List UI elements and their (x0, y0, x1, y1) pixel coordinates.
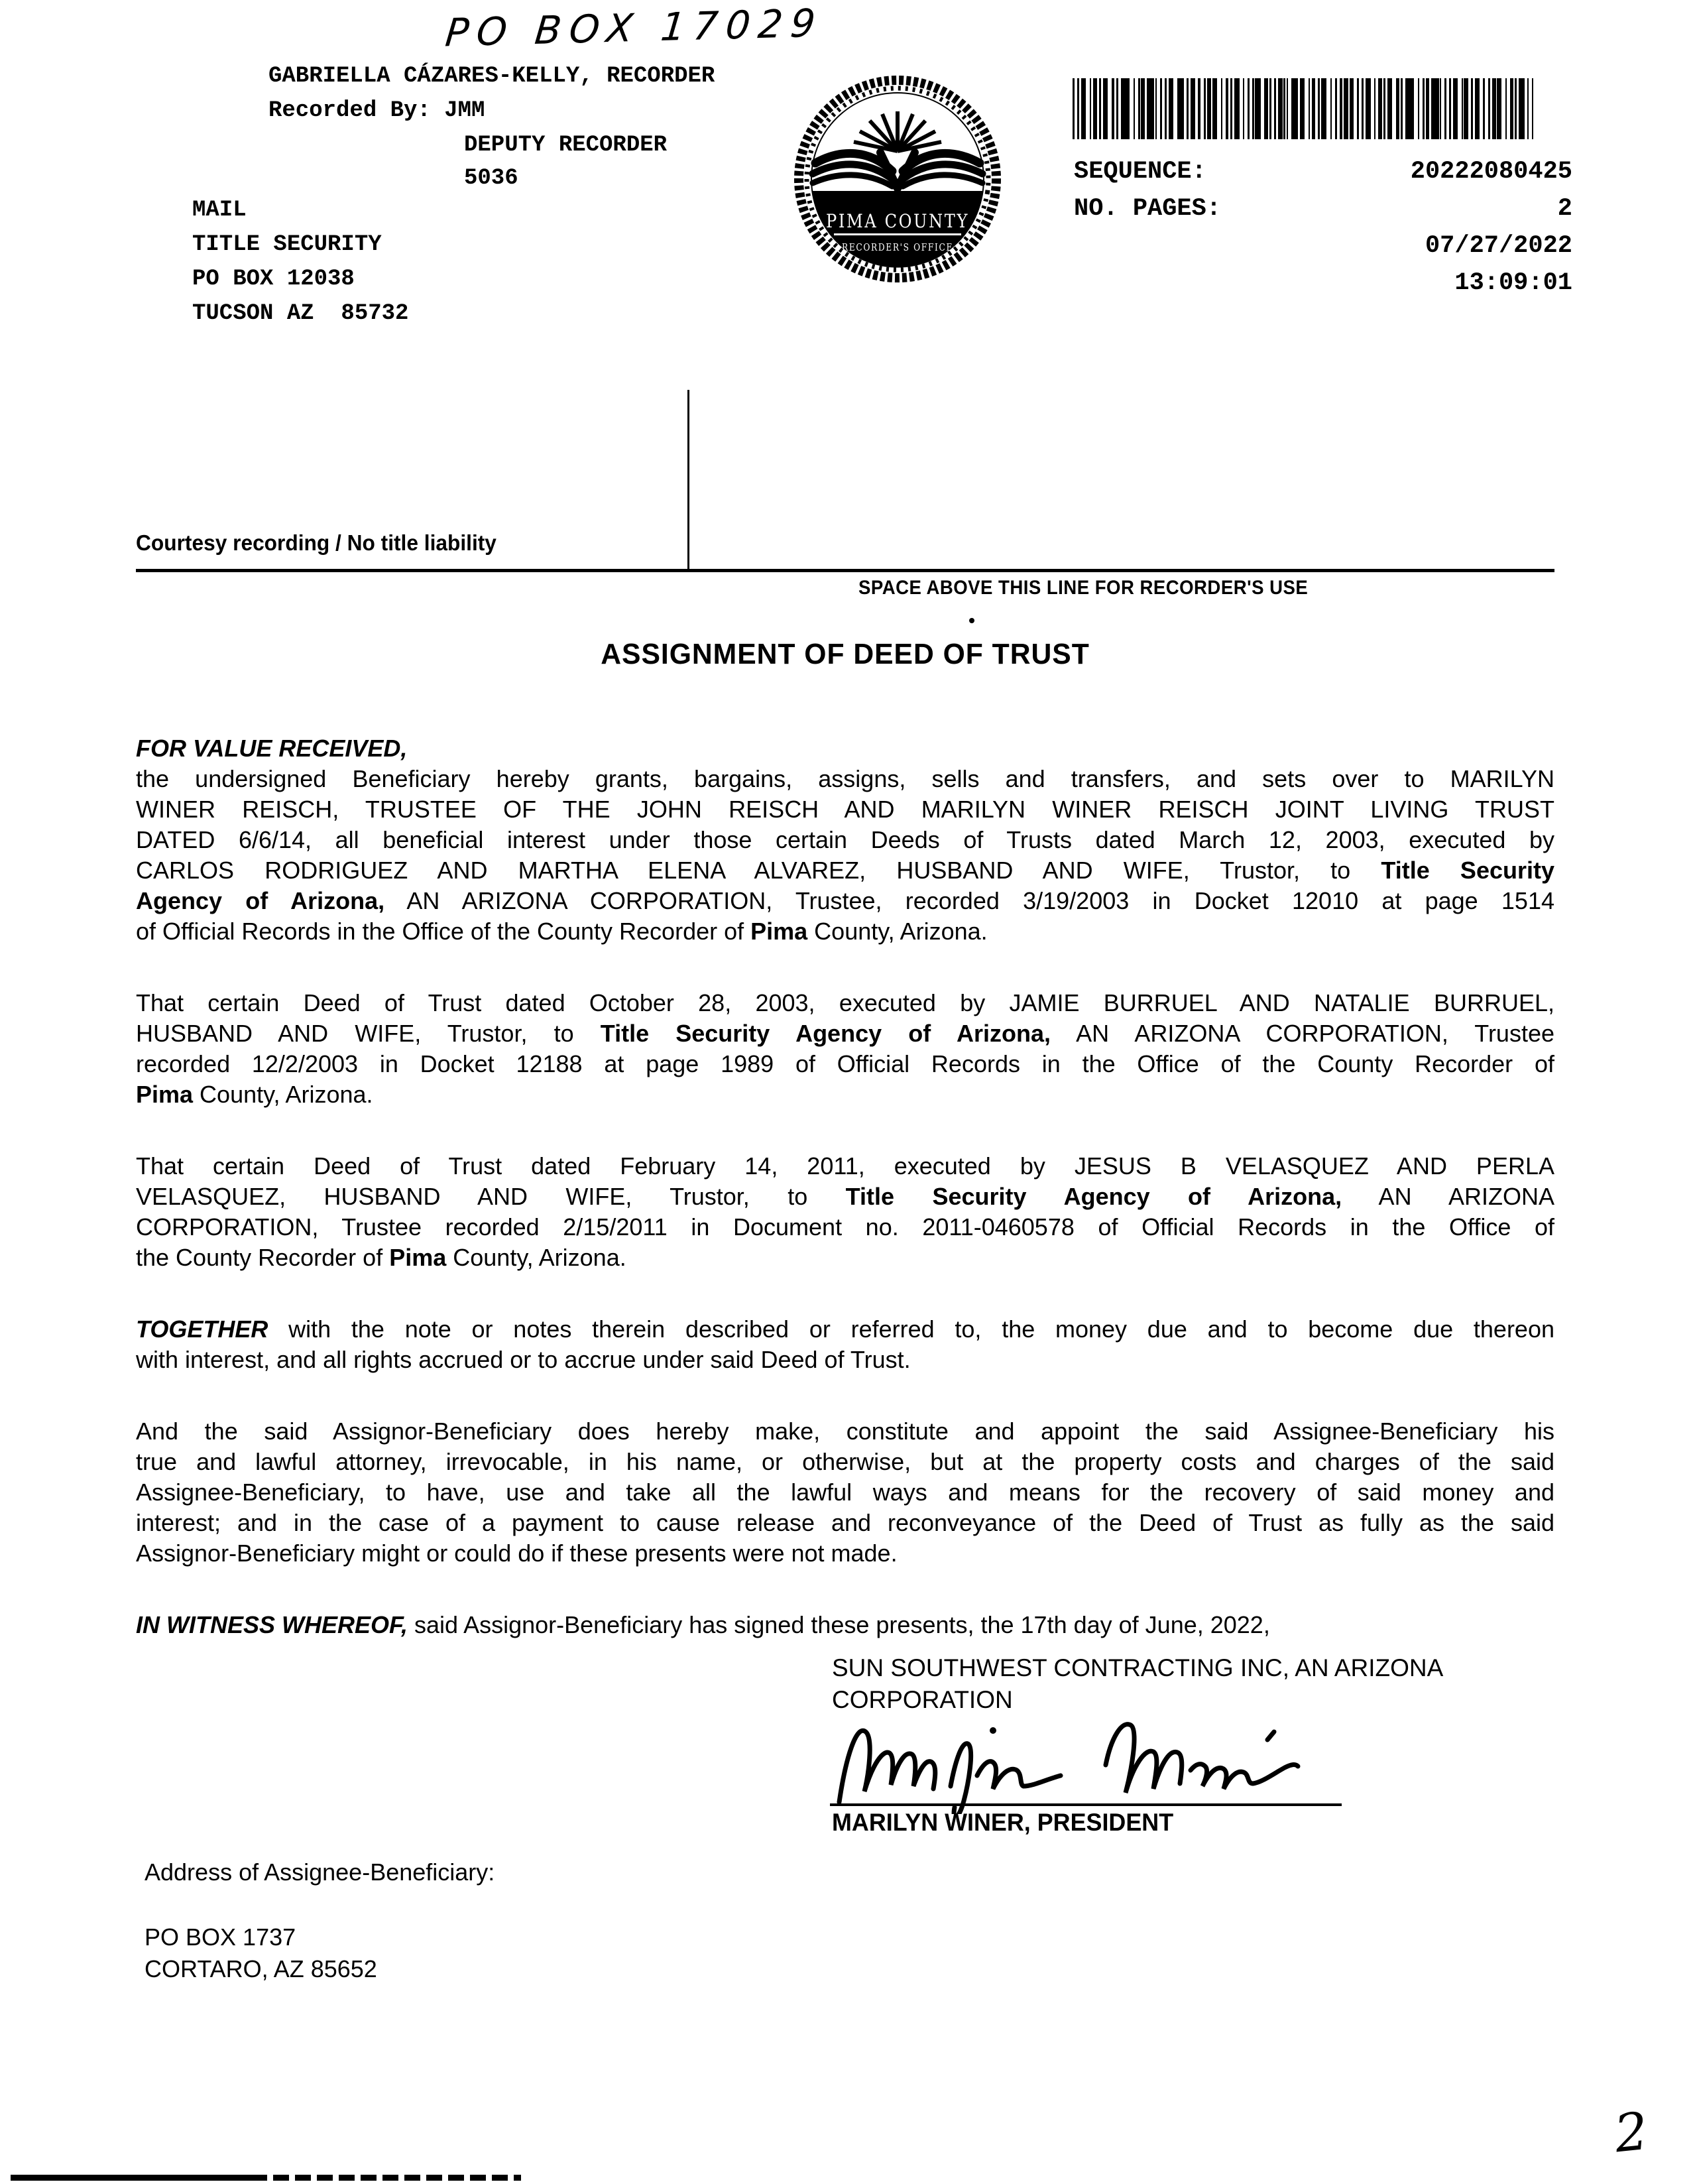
assignee-address-line1: PO BOX 1737 (145, 1923, 296, 1951)
text-line: Assignee-Beneficiary, to have, use and take all the lawful ways and means for the recovery of said money and (136, 1479, 1554, 1506)
assignee-address-label: Address of Assignee-Beneficiary: (145, 1858, 495, 1886)
scan-artifact-bar (11, 2175, 521, 2181)
text-line: Agency of Arizona, AN ARIZONA CORPORATION, Trustee, recorded 3/19/2003 in Docket 12010 at page 1514 (136, 887, 1554, 914)
mail-city: TUCSON AZ 85732 (192, 301, 409, 326)
text-line: CARLOS RODRIGUEZ AND MARTHA ELENA ALVAREZ, HUSBAND AND WIFE, Trustor, to Title Security (136, 857, 1554, 884)
paragraph (136, 733, 1554, 947)
text-line: with interest, and all rights accrued or to accrue under said Deed of Trust. (136, 1346, 911, 1373)
paragraph (136, 1151, 1554, 1273)
pages-label: NO. PAGES: (1074, 195, 1222, 223)
handwritten-note: PO BOX 17029 (443, 0, 825, 56)
signature-graphic (827, 1701, 1371, 1814)
space-above-line-text: SPACE ABOVE THIS LINE FOR RECORDER'S USE (858, 577, 1309, 599)
sequence-value: 20222080425 (1410, 158, 1572, 186)
paragraph (136, 1416, 1554, 1569)
paragraph (136, 1314, 1554, 1375)
deputy-number: 5036 (464, 166, 518, 191)
seal-sub-text: RECORDER'S OFFICE (842, 241, 953, 253)
mail-name: TITLE SECURITY (192, 232, 382, 257)
handwritten-page-number: 2 (1611, 2101, 1651, 2165)
text-line: of Official Records in the Office of the County Recorder of Pima County, Arizona. (136, 918, 988, 945)
document-body (136, 733, 1554, 1681)
sequence-label: SEQUENCE: (1074, 158, 1206, 186)
text-line: That certain Deed of Trust dated February 14, 2011, executed by JESUS B VELASQUEZ AND PERLA (136, 1152, 1554, 1180)
text-line: HUSBAND AND WIFE, Trustor, to Title Security Agency of Arizona, AN ARIZONA CORPORATION, Trustee (136, 1020, 1555, 1047)
recording-date: 07/27/2022 (1425, 232, 1572, 260)
text-line: That certain Deed of Trust dated October 28, 2003, executed by JAMIE BURRUEL AND NATALIE BURRUEL, (136, 989, 1554, 1016)
text-line: TOGETHER with the note or notes therein described or referred to, the money due and to become due thereon (136, 1315, 1554, 1343)
text-line: interest; and in the case of a payment to cause release and reconveyance of the Deed of Trust as fully as the said (136, 1509, 1554, 1536)
assignee-address-line2: CORTARO, AZ 85652 (145, 1955, 377, 1982)
company-name-line2: CORPORATION (832, 1686, 1013, 1713)
stray-dot-mark (969, 618, 974, 623)
courtesy-recording-text: Courtesy recording / No title liability (136, 530, 497, 555)
recorded-by-line: Recorded By: JMM (268, 98, 485, 123)
barcode (1073, 78, 1533, 139)
mail-po-box: PO BOX 12038 (192, 267, 355, 292)
signature-line (830, 1803, 1342, 1806)
text-line: IN WITNESS WHEREOF, said Assignor-Beneficiary has signed these presents, the 17th day of June, 2022, (136, 1611, 1270, 1638)
pima-county-seal (791, 73, 1004, 285)
recorder-name-line: GABRIELLA CÁZARES-KELLY, RECORDER (268, 64, 715, 89)
text-line: Assignor-Beneficiary might or could do if these presents were not made. (136, 1540, 898, 1567)
text-line: And the said Assignor-Beneficiary does hereby make, constitute and appoint the said Assignee-Beneficiary his (136, 1418, 1554, 1445)
text-line: the undersigned Beneficiary hereby grants, bargains, assigns, sells and transfers, and sets over to MARILYN (136, 765, 1554, 792)
text-line: true and lawful attorney, irrevocable, in his name, or otherwise, but at the property costs and charges of the said (136, 1448, 1554, 1475)
text-line: the County Recorder of Pima County, Arizona. (136, 1244, 626, 1271)
recorder-divider-line (136, 569, 1554, 572)
recorder-area-vertical-line (687, 390, 689, 570)
text-line: VELASQUEZ, HUSBAND AND WIFE, Trustor, to Title Security Agency of Arizona, AN ARIZONA (136, 1183, 1555, 1210)
text-line: FOR VALUE RECEIVED, (136, 735, 408, 762)
deputy-recorder-line: DEPUTY RECORDER (464, 133, 668, 158)
seal-graphic (791, 73, 1004, 285)
signatory-name: MARILYN WINER, PRESIDENT (832, 1809, 1174, 1836)
recording-time: 13:09:01 (1454, 269, 1572, 297)
signature (827, 1701, 1371, 1814)
mail-label: MAIL (192, 198, 247, 223)
seal-org-text: PIMA COUNTY (826, 210, 969, 232)
text-line: WINER REISCH, TRUSTEE OF THE JOHN REISCH AND MARILYN WINER REISCH JOINT LIVING TRUST (136, 796, 1554, 823)
paragraph (136, 1610, 1554, 1640)
company-name-line1: SUN SOUTHWEST CONTRACTING INC, AN ARIZONA (832, 1654, 1444, 1681)
text-line: CORPORATION, Trustee recorded 2/15/2011 in Document no. 2011-0460578 of Official Records in the Office of (136, 1213, 1554, 1241)
paragraph (136, 988, 1554, 1110)
pages-value: 2 (1557, 195, 1572, 223)
text-line: Pima County, Arizona. (136, 1081, 373, 1108)
text-line: DATED 6/6/14, all beneficial interest under those certain Deeds of Trusts dated March 12, 2003, executed by (136, 826, 1554, 853)
document-title: ASSIGNMENT OF DEED OF TRUST (601, 638, 1090, 670)
text-line: recorded 12/2/2003 in Docket 12188 at page 1989 of Official Records in the Office of the County Recorder of (136, 1050, 1554, 1077)
